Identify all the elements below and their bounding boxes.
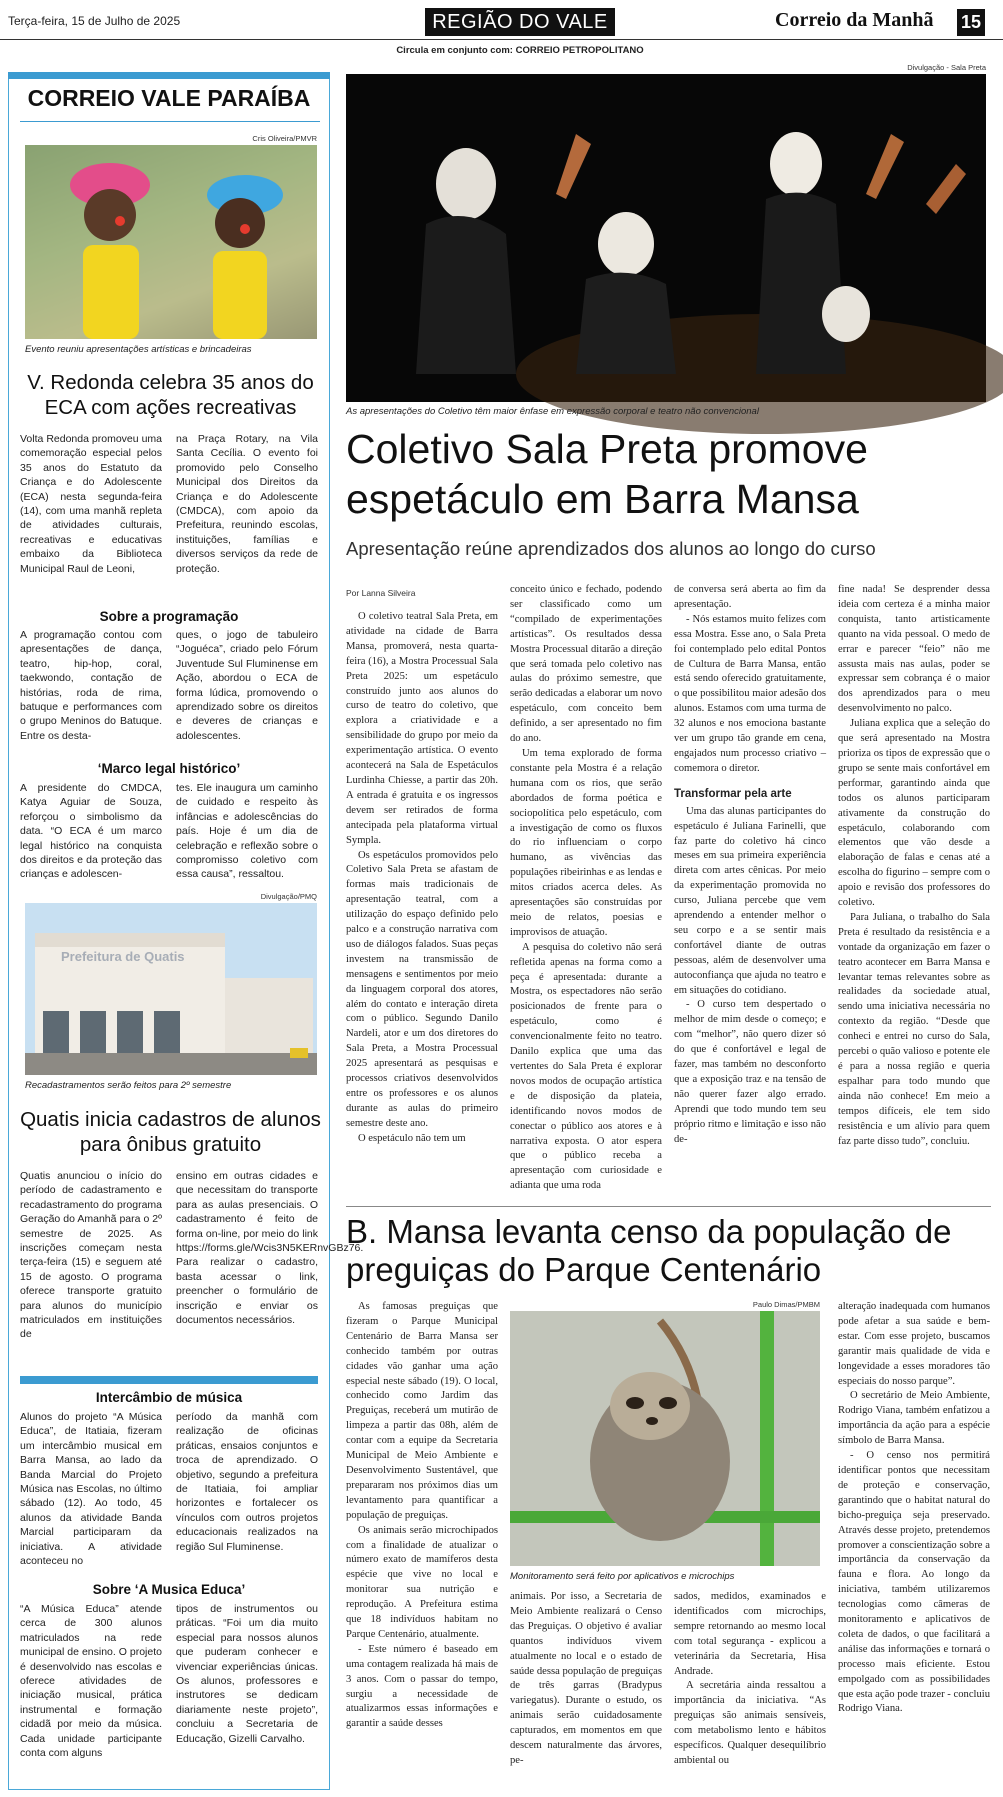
photo-caption: Recadastramentos serão feitos para 2º semestre	[25, 1080, 232, 1091]
photo-credit: Paulo Dimas/PMBM	[752, 1300, 820, 1309]
article-column-4	[838, 583, 990, 1200]
paragraph: O secretário de Meio Ambiente, Rodrigo Viana, também enfatizou a importância da ação para a espécie símbolo de Barra Mansa.	[838, 1390, 990, 1447]
sidebar-separator	[20, 1376, 318, 1384]
article-column-3	[674, 583, 826, 1200]
paragraph: O coletivo teatral Sala Preta, em atividade na cidade de Barra Mansa, promoverá, nesta quarta-feira (16), a Mostra Processual Sala Preta 2025: um espetáculo construído junto aos alunos do curso de teatro do coletivo, que explora a criatividade e a sensibilidade do grupo por meio da experimentação artística. O evento acontecerá na Sala de Espetáculos Lurdinha Chiesse, a partir das 20h. A entrada é gratuita e os ingressos devem ser retirados de forma antecipada pela plataforma virtual Sympla.	[346, 611, 498, 846]
town-hall-photo	[25, 903, 317, 1075]
story-subheading: ‘Marco legal histórico’	[97, 761, 241, 776]
main-subheadline: Apresentação reúne aprendizados dos alunos ao longo do curso	[346, 538, 876, 559]
sidebar-divider	[20, 121, 320, 122]
paragraph: A pesquisa do coletivo não será refletida apenas na forma como a peça é apresentada: durante a Mostra, os espectadores não serão posicionados de frente para o espetáculo, como é convencionalmente feito no teatro. Danilo explica que uma das vertentes do Sala Preta é explorar novos modos de ocupação artística e de disposição da plateia, identificando novos modos de conectar o público aos atores e à narrativa exposta. O ator espera que o público receba a apresentação com curiosidade e adianta que uma roda	[510, 941, 662, 1192]
building-sign: Prefeitura de Quatis	[61, 949, 185, 964]
paragraph: conceito único e fechado, podendo ser classificado como um “compilado de experimentações artísticas”. Os resultados dessa Mostra Processual ditarão a direção que será tomada pelo coletivo nas aulas do próximo semestre, que serão dedicadas a elaborar um novo espetáculo, com conceito bem definido, a ser apresentado no fim do ano.	[510, 584, 662, 745]
paragraph: - Este número é baseado em uma contagem realizada há mais de 3 anos. Com o passar do tempo, surgiu a necessidade de atualizarmos essas informações e garantir a saúde desses	[346, 1643, 498, 1730]
photo-caption: As apresentações do Coletivo têm maior ênfase em expressão corporal e teatro não convencional	[346, 406, 759, 417]
byline: Por Lanna Silveira	[346, 588, 416, 598]
paragraph: de conversa será aberta ao fim da apresentação.	[674, 584, 826, 610]
photo-credit: Divulgação - Sala Preta	[907, 63, 986, 72]
story-headline: V. Redonda celebra 35 anos do ECA com ações recreativas	[27, 371, 314, 419]
header-rule	[0, 39, 1003, 40]
paragraph: A secretária ainda ressaltou a importância da iniciativa. “As preguiças são animais sensíveis, com metabolismo lento e hábitos específicos. Qualquer desequilíbrio ambiental ou	[674, 1680, 826, 1766]
story-headline: Quatis inicia cadastros de alunos para ônibus gratuito	[20, 1108, 321, 1156]
article-column-1	[346, 610, 498, 1200]
story-column: “A Música Educa” atende cerca de 300 alunos matriculados na rede municipal de ensino. O projeto é desenvolvido nas escolas e oferece atividades de iniciação musical, prática instrumental e formação cidadã por meio da música. Cada unidade participante conta com alguns	[20, 1603, 162, 1760]
page-number: 15	[957, 9, 985, 36]
story-column: ensino em outras cidades e que necessitam do transporte para as aulas presenciais. O cadastramento é feito de forma on-line, por meio do link https://forms.gle/Wcis3N5KERnvGBz76. Para realizar o cadastro, basta acessar o link, preencher o formulário de inscrição e enviar os documentos necessários.	[176, 1170, 364, 1327]
paragraph: Para Juliana, o trabalho do Sala Preta é resultado da resistência e a vontade da organização em fazer o teatro acontecer em Barra Mansa e levantar temas relevantes sobre as realidades da sociedade atual, sendo uma iniciativa necessária no contexto da região. “Desde que conheci e entrei no curso do Sala, percebi o quão valioso e potente ele é para a nossa região e queria espalhar para todo mundo que ainda não conhece! Em meio a tempos difíceis, ele tem sido resistência e um alívio para quem faz parte disso tudo”, concluiu.	[838, 911, 990, 1147]
paragraph: animais. Por isso, a Secretaria de Meio Ambiente realizará o Censo das Preguiças. O objetivo é avaliar quantos indivíduos vivem atualmente no local e o estado de saúde dessa população de preguiças de três garras (Bradypus variegatus). Durante o estudo, os animais serão cuidadosamente capturados, em momentos em que descem naturalmente das árvores, pe-	[510, 1591, 662, 1766]
sloth-column-3	[674, 1590, 826, 1790]
story-column: tipos de instrumentos ou práticas. “Foi um dia muito especial para nossos alunos que puderam conhecer e vivenciar experiências únicas. Os alunos, professores e instrutores se dedicam diariamente neste projeto”, concluiu a Secretaria de Educação, Gizelli Carvalho.	[176, 1603, 318, 1745]
story-column: na Praça Rotary, na Vila Santa Cecília. O evento foi promovido pelo Conselho Municipal dos Direitos da Criança e do Adolescente (CMDCA), com apoio da Prefeitura, reunindo escolas, instituições, famílias e diversos serviços da rede de proteção.	[176, 433, 318, 575]
paragraph: Uma das alunas participantes do espetáculo é Juliana Farinelli, que faz parte do coletivo há cinco meses em sua primeira experiência direta com artes cênicas. Por meio da experimentação promovida no curso, Juliana percebe que vem aprendendo a entender melhor o seu corpo e a se sentir mais confortável diante de outras pessoas, além de desenvolver uma autoconfiança que ajuda no teatro e em situações do cotidiano.	[674, 805, 826, 996]
sloth-photo	[510, 1311, 820, 1566]
paragraph: As famosas preguiças que fizeram o Parque Municipal Centenário de Barra Mansa ser conhecido também por outras cidades vão ganhar uma ação especial neste sábado (19). O local, conhecido como Jardim das Preguiças, receberá um mutirão de limpeza a partir das 08h, além de contar com a equipe da Secretaria Municipal de Meio Ambiente e Desenvolvimento Sustentável, que prepararam nos próximos dias um levantamento para quantificar a população de preguiças.	[346, 1301, 498, 1521]
circulation-note: Circula em conjunto com: CORREIO PETROPOLITANO	[396, 45, 644, 56]
story-column: A presidente do CMDCA, Katya Aguiar de Souza, reforçou o simbolismo da data. “O ECA é um marco legal histórico na conquista dos direitos e da proteção das crianças e adolescen-	[20, 782, 162, 881]
story-column: Quatis anunciou o início do período de cadastramento e recadastramento do programa Geração do Amanhã para o 2º semestre de 2025. As inscrições começam nesta terça-feira (15) e seguem até 15 de agosto. O programa oferece transporte gratuito para alunos do município matriculados em instituições de	[20, 1170, 162, 1341]
header-date: Terça-feira, 15 de Julho de 2025	[8, 14, 181, 28]
story-subheading: Sobre ‘A Musica Educa’	[92, 1582, 246, 1597]
article-subheading: Transformar pela arte	[674, 787, 792, 800]
story-column: tes. Ele inaugura um caminho de cuidado e respeito às infâncias e adolescências do país. Hoje é um dia de celebração e reflexão sobre o compromisso coletivo com essa causa”, ressaltou.	[176, 782, 318, 881]
paragraph: Os animais serão microchipados com a finalidade de atualizar o número exato de mamíferos desta espécie que vive no local e monitorar sua nutrição e reprodução. A Prefeitura estima que 18 indivíduos habitam no Parque Centenário, atualmente.	[346, 1524, 498, 1640]
paragraph: - O curso tem despertado o melhor de mim desde o começo; e com “melhor”, não quero dizer só do que é confortável e legal de fazer, mas também no desconforto que a exposição traz e na tensão de não querer fazer algo errado. Aprendi que todo mundo tem seu próprio ritmo e limitação e isso não de-	[674, 999, 826, 1145]
sloth-headline: B. Mansa levanta censo da população de preguiças do Parque Centenário	[346, 1213, 952, 1288]
theatre-photo	[346, 74, 986, 402]
story-subheading: Intercâmbio de música	[95, 1390, 243, 1405]
paragraph: O espetáculo não tem um	[358, 1132, 466, 1144]
sidebar-title: CORREIO VALE PARAÍBA	[27, 85, 311, 111]
brand-logo: Correio da Manhã	[775, 9, 934, 31]
paragraph: - O censo nos permitirá identificar pontos que necessitam de proteção e conservação, garantindo que o habitat natural do bicho-preguiça seja preservado. Através desse projeto, pretendemos promover a conscientização sobre a importância da conservação da fauna e flora. Ao longo da iniciativa, também utilizaremos tecnologias como câmeras de monitoramento e aplicativos de coleta de dados, o que facilitará a análise das informações e tornará o processo mais eficiente. Estou empolgado com as possibilidades que esta ação pode trazer - concluiu Rodrigo Viana.	[838, 1450, 990, 1715]
paragraph: fine nada! Se desprender dessa ideia com certeza é a minha maior conquista, tanto artisticamente quanto na vida pessoal. O medo de errar e parecer “feio” não me assusta mais nas aulas, poder se expressar sem cobrança é o maior dos aprendizados para o meu desenvolvimento no palco.	[838, 584, 990, 715]
section-name: REGIÃO DO VALE	[425, 8, 615, 36]
paragraph: Os espetáculos promovidos pelo Coletivo Sala Preta se afastam de formas mais tradicionais de apresentação teatral, com a utilização do espaço definido pelo palco e a construção narrativa com uso de diálogos falados. Suas peças investem na transmissão de mensagens e sentimentos por meio da linguagem corporal dos atores, além do contato e interação direta com o público. Segundo Danilo Nardeli, ator e um dos diretores do Sala Preta, a Mostra Processual 2025 apresentará as pesquisas e processos criativos desenvolvidos entre os professores e os alunos durante as aulas do primeiro semestre deste ano.	[346, 849, 498, 1129]
photo-caption: Evento reuniu apresentações artísticas e brincadeiras	[25, 344, 252, 355]
section-rule	[346, 1206, 991, 1207]
sloth-column-2	[510, 1590, 662, 1790]
paragraph: sados, medidos, examinados e identificados com microchips, sempre retornando ao mesmo local com total segurança - explicou a veterinária da Secretaria, Hisa Andrade.	[674, 1591, 826, 1677]
story-column: A programação contou com apresentações de dança, teatro, hip-hop, coral, taekwondo, contação de histórias, roda de rima, batuque e performances com o grupo Meninos do Batuque. Entre os desta-	[20, 629, 162, 742]
story-column: período da manhã com realização de oficinas práticas, ensaios conjuntos e troca de aprendizado. O objetivo, segundo a prefeitura de Itatiaia, foi ampliar horizontes e fortalecer os vínculos com outros projetos educacionais realizados na região Sul Fluminense.	[176, 1411, 318, 1553]
paragraph: - Nós estamos muito felizes com essa Mostra. Esse ano, o Sala Preta foi contemplado pelo edital Pontos de Cultura de Barra Mansa, então está sendo oferecido gratuitamente, o que possibilitou maior adesão dos alunos. Estamos com uma turma de 32 alunos e nos emociona bastante ver um grupo tão grande em cena, engajados num processo criativo – comemora o diretor.	[674, 613, 826, 774]
story-column: ques, o jogo de tabuleiro “Joguéca”, criado pelo Fórum Juventude Sul Fluminense em Ação, abordou o ECA de forma lúdica, promovendo o aprendizado sobre os direitos e deveres de crianças e adolescentes.	[176, 629, 318, 742]
article-column-2	[510, 583, 662, 1200]
photo-caption: Monitoramento será feito por aplicativos e microchips	[510, 1571, 735, 1582]
story-column: Volta Redonda promoveu uma comemoração especial pelos 35 anos do Estatuto da Criança e do Adolescente (ECA) nesta segunda-feira (14), com uma manhã repleta de atividades culturais, recreativas e educativas embaixo da Biblioteca Municipal Raul de Leoni,	[20, 433, 162, 575]
children-photo	[25, 145, 317, 339]
paragraph: Juliana explica que a seleção do que será apresentado na Mostra prioriza os tipos de expressão que o grupo se sente mais confortável em performar, garantindo ainda que todos os alunos participaram ativamente da construção do espetáculo, colaborando com elementos que vão desde a elaboração de falas e cenas até a escolha do figurino – sempre com o apoio e revisão dos professores do coletivo.	[838, 718, 990, 909]
sidebar-top-bar	[8, 72, 330, 79]
story-column: Alunos do projeto “A Música Educa”, de Itatiaia, fizeram um intercâmbio musical em Barra Mansa, ao lado da Banda Marcial do Projeto Música nas Escolas, no último sábado (12). Ao todo, 45 alunos da atividade Banda Marcial participaram da iniciativa. A atividade aconteceu no	[20, 1411, 162, 1568]
photo-credit: Divulgação/PMQ	[260, 892, 317, 901]
main-headline: Coletivo Sala Preta promove espetáculo em Barra Mansa	[346, 426, 868, 522]
photo-credit: Cris Oliveira/PMVR	[252, 134, 317, 143]
paragraph: Um tema explorado de forma constante pela Mostra é a relação humana com os rios, que serão abordados de forma poética e sociopolítica pelo espetáculo, com a investigação de como os fluxos do rio influenciam o corpo humano, as vivências das populações ribeirinhas e as lendas e mitos criados acerca deles. As apresentações são construídas por meio de relatos, poesias e improvisos de atuação.	[510, 747, 662, 938]
sloth-column-4	[838, 1300, 990, 1790]
story-subheading: Sobre a programação	[99, 609, 239, 624]
paragraph: alteração inadequada com humanos pode afetar a sua saúde e bem-estar. Com esse projeto, buscamos garantir mais qualidade de vida e longevidade a esses moradores tão especiais do nosso parque”.	[838, 1301, 990, 1387]
sloth-column-1	[346, 1300, 498, 1790]
